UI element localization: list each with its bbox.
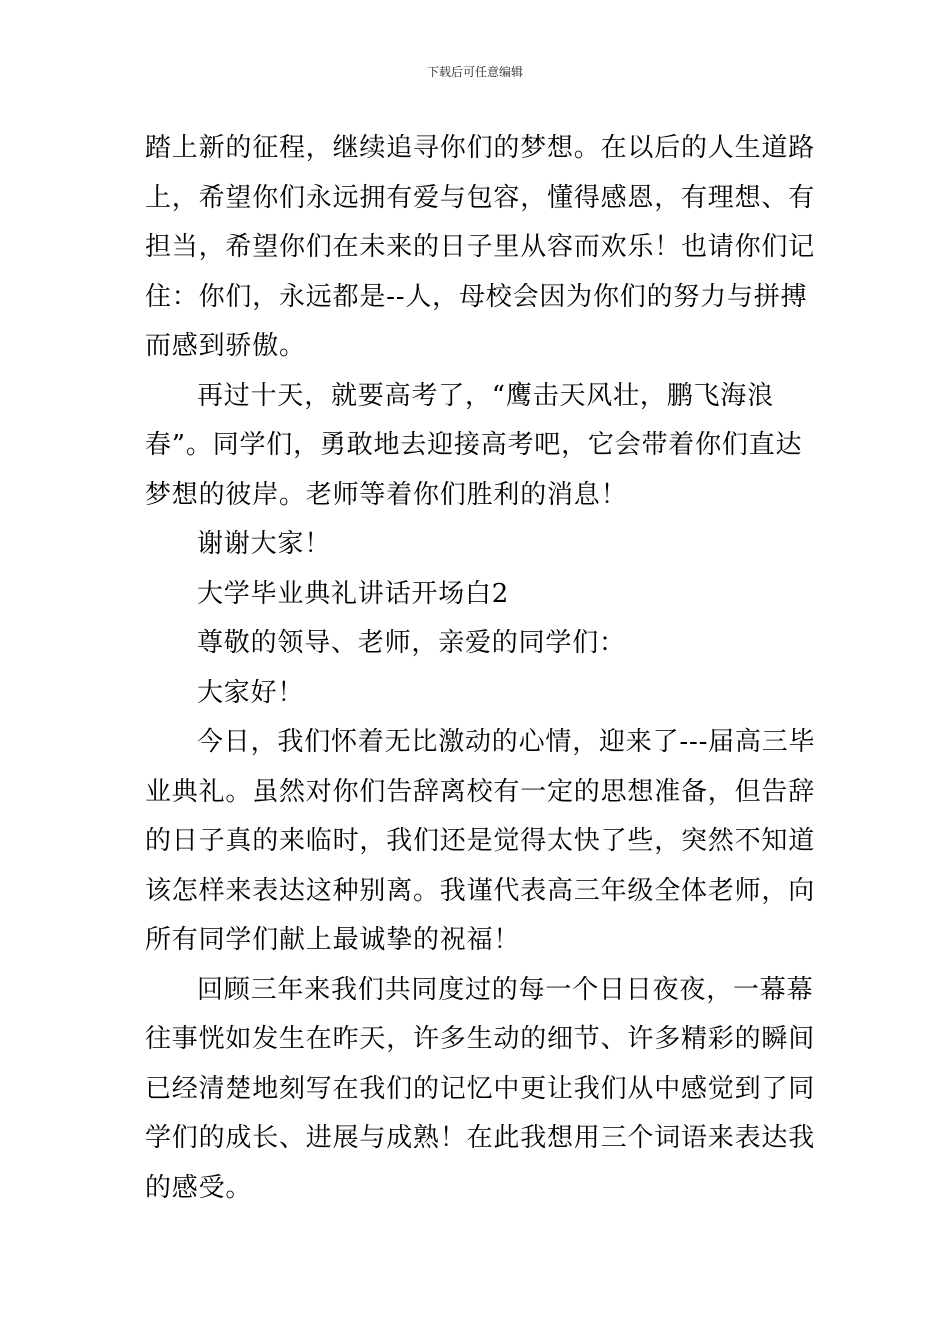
text-line: 所有同学们献上最诚挚的祝福！ [145, 925, 521, 955]
section-title: 大学毕业典礼讲话开场白2 [197, 578, 510, 609]
text-line: 学们的成长、进展与成熟！在此我想用三个词语来表达我 [145, 1123, 816, 1153]
text-line-indented: 今日，我们怀着无比激动的心情，迎来了---届高三毕 [197, 727, 816, 757]
text-line: 的感受。 [145, 1172, 253, 1203]
text-line: 的日子真的来临时，我们还是觉得太快了些，突然不知道 [145, 826, 816, 856]
text-line: 梦想的彼岸。老师等着你们胜利的消息！ [145, 479, 628, 510]
text-line: 春”。同学们，勇敢地去迎接高考吧，它会带着你们直达 [145, 430, 803, 460]
text-line: 上，希望你们永远拥有爱与包容，懂得感恩，有理想、有 [145, 182, 816, 213]
document-body [145, 124, 816, 1213]
text-line: 住：你们，永远都是--人，母校会因为你们的努力与拼搏 [145, 281, 808, 312]
page-header: 下载后可任意编辑 [426, 65, 523, 79]
text-line-indented: 大家好！ [197, 677, 305, 708]
text-line-indented: 回顾三年来我们共同度过的每一个日日夜夜，一幕幕 [197, 974, 814, 1005]
text-line: 担当，希望你们在未来的日子里从容而欢乐！也请你们记 [145, 232, 816, 262]
text-line: 踏上新的征程，继续追寻你们的梦想。在以后的人生道路 [145, 133, 816, 163]
text-line: 已经清楚地刻写在我们的记忆中更让我们从中感觉到了同 [145, 1073, 816, 1104]
text-line-indented: 尊敬的领导、老师，亲爱的同学们： [197, 628, 626, 658]
text-line: 而感到骄傲。 [145, 331, 306, 361]
text-line: 业典礼。虽然对你们告辞离校有一定的思想准备，但告辞 [145, 776, 816, 807]
text-line-indented: 再过十天，就要高考了，“鹰击天风壮，鹏飞海浪 [197, 380, 774, 411]
text-line-indented: 谢谢大家！ [197, 529, 332, 559]
text-line: 该怎样来表达这种别离。我谨代表高三年级全体老师，向 [145, 875, 816, 906]
text-line: 往事恍如发生在昨天，许多生动的细节、许多精彩的瞬间 [145, 1024, 816, 1054]
